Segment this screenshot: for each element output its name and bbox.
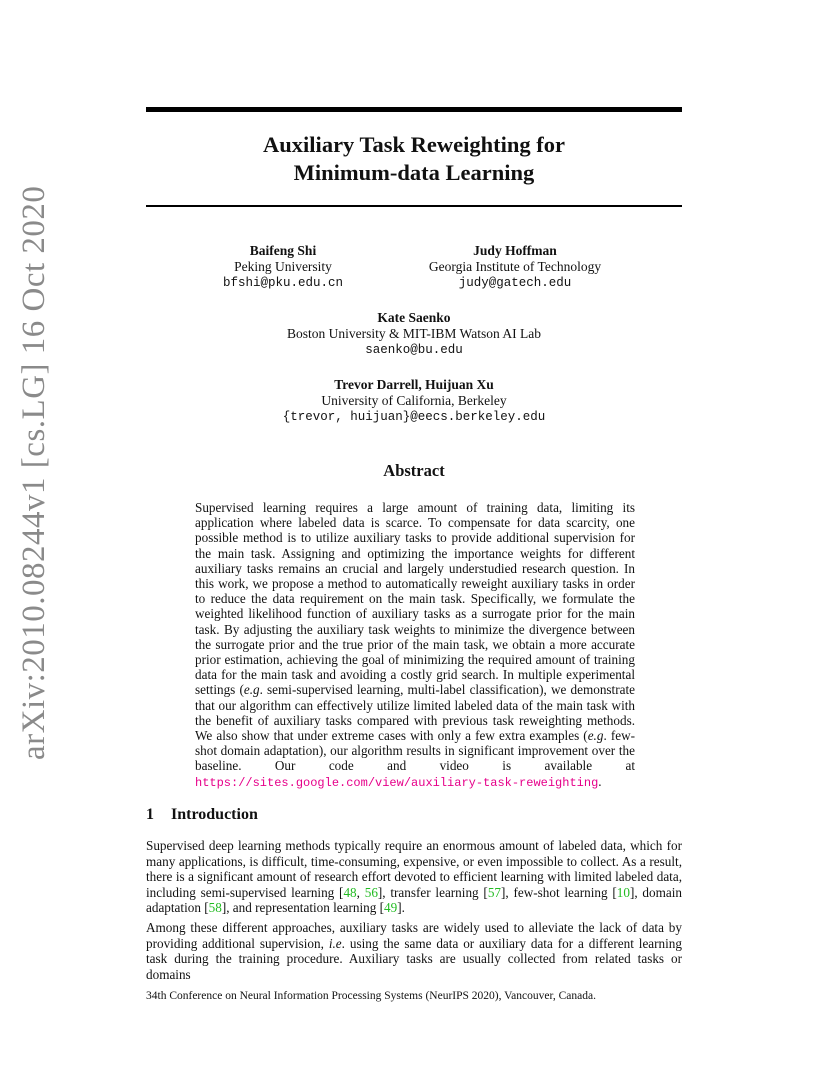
intro-text: , xyxy=(356,884,365,900)
section-number: 1 xyxy=(146,806,154,823)
abstract-text: . few-shot domain adaptation), our algorithm results in significant improvement over the baseline. Our code and video is available at xyxy=(195,728,635,774)
author-affiliation: Boston University & MIT-IBM Watson AI Lab xyxy=(287,326,541,341)
author-block-4 xyxy=(214,377,614,425)
author-name: Baifeng Shi xyxy=(249,243,317,258)
arxiv-identifier-stamp: arXiv:2010.08244v1 [cs.LG] 16 Oct 2020 xyxy=(16,185,52,760)
abstract-eg: e.g xyxy=(243,682,260,698)
intro-text: ], domain adaptation [ xyxy=(146,884,682,915)
intro-text: Supervised deep learning methods typically require an enormous amount of labeled data, which for many applications, is difficult, time-consuming, expensive, or even impossible to collect. As a result, there is a significant amount of research effort devoted to efficient learning with limited labeled data, including semi-supervised learning [ xyxy=(146,838,682,900)
project-url-link[interactable]: https://sites.google.com/view/auxiliary-task-reweighting xyxy=(195,775,599,790)
author-name: Judy Hoffman xyxy=(473,243,557,258)
citation-link[interactable]: 48 xyxy=(343,884,357,900)
abstract-text: . xyxy=(598,773,602,789)
author-name: Trevor Darrell, Huijuan Xu xyxy=(334,377,494,392)
citation-link[interactable]: 58 xyxy=(208,900,222,915)
intro-text: ], and representation learning [ xyxy=(221,900,385,915)
section-title: Introduction xyxy=(171,806,258,823)
title-line-1: Auxiliary Task Reweighting for xyxy=(263,132,565,157)
author-block-1 xyxy=(183,243,383,291)
abstract-eg: e.g xyxy=(587,728,604,744)
intro-text: ], transfer learning [ xyxy=(377,884,488,900)
paper-title xyxy=(146,131,682,187)
intro-text: ]. xyxy=(397,900,405,915)
intro-paragraph-2 xyxy=(146,920,682,982)
intro-text: ], few-shot learning [ xyxy=(501,884,617,900)
author-email[interactable]: {trevor, huijuan}@eecs.berkeley.edu xyxy=(282,410,546,424)
citation-link[interactable]: 56 xyxy=(364,884,378,900)
author-affiliation: Georgia Institute of Technology xyxy=(428,259,602,274)
title-bottom-rule xyxy=(146,205,682,207)
title-line-2: Minimum-data Learning xyxy=(293,160,535,185)
title-top-rule xyxy=(146,107,682,112)
author-email[interactable]: bfshi@pku.edu.cn xyxy=(222,276,344,290)
citation-link[interactable]: 10 xyxy=(616,884,630,900)
author-affiliation: University of California, Berkeley xyxy=(321,393,507,408)
author-name: Kate Saenko xyxy=(377,310,451,325)
intro-text: . using the same data or auxiliary data for a different learning task during the training procedure. Auxiliary tasks are usually collected from related tasks or domains xyxy=(146,935,682,982)
abstract-text: . semi-supervised learning, multi-label classification), we demonstrate that our algorithm can effectively utilize limited labeled data of the main task with the benefit of auxiliary tasks compared with previous task reweighting methods. We also show that under extreme cases with only a few extra examples ( xyxy=(195,682,635,744)
intro-ie: i.e xyxy=(328,935,342,951)
author-affiliation: Peking University xyxy=(234,259,332,274)
intro-paragraph-1 xyxy=(146,838,682,916)
abstract-text: Supervised learning requires a large amount of training data, limiting its application where labeled data is scarce. To compensate for data scarcity, one possible method is to utilize auxiliary tasks to provide additional supervision for the main task. Assigning and optimizing the importance weights for different auxiliary tasks remains an crucial and largely understudied research question. In this work, we propose a method to automatically reweight auxiliary tasks in order to reduce the data requirement on the main task. Specifically, we formulate the weighted likelihood function of auxiliary tasks as a surrogate prior for the main task. By adjusting the auxiliary task weights to minimize the divergence between the surrogate prior and the true prior of the main task, we obtain a more accurate prior estimation, achieving the goal of minimizing the required amount of training data for the main task and avoiding a costly grid search. In multiple experimental settings ( xyxy=(195,500,635,698)
author-email[interactable]: judy@gatech.edu xyxy=(458,276,572,290)
section-heading-introduction xyxy=(146,806,258,824)
citation-link[interactable]: 49 xyxy=(384,900,398,915)
abstract-body xyxy=(195,500,635,791)
author-block-2 xyxy=(405,243,625,291)
conference-footnote: 34th Conference on Neural Information Processing Systems (NeurIPS 2020), Vancouver, Canada. xyxy=(146,990,596,1002)
abstract-heading: Abstract xyxy=(383,461,445,480)
citation-link[interactable]: 57 xyxy=(487,884,501,900)
author-email[interactable]: saenko@bu.edu xyxy=(365,343,463,357)
intro-text: Among these different approaches, auxiliary tasks are widely used to alleviate the lack of data by providing additional supervision, xyxy=(146,920,682,951)
author-block-3 xyxy=(214,310,614,358)
